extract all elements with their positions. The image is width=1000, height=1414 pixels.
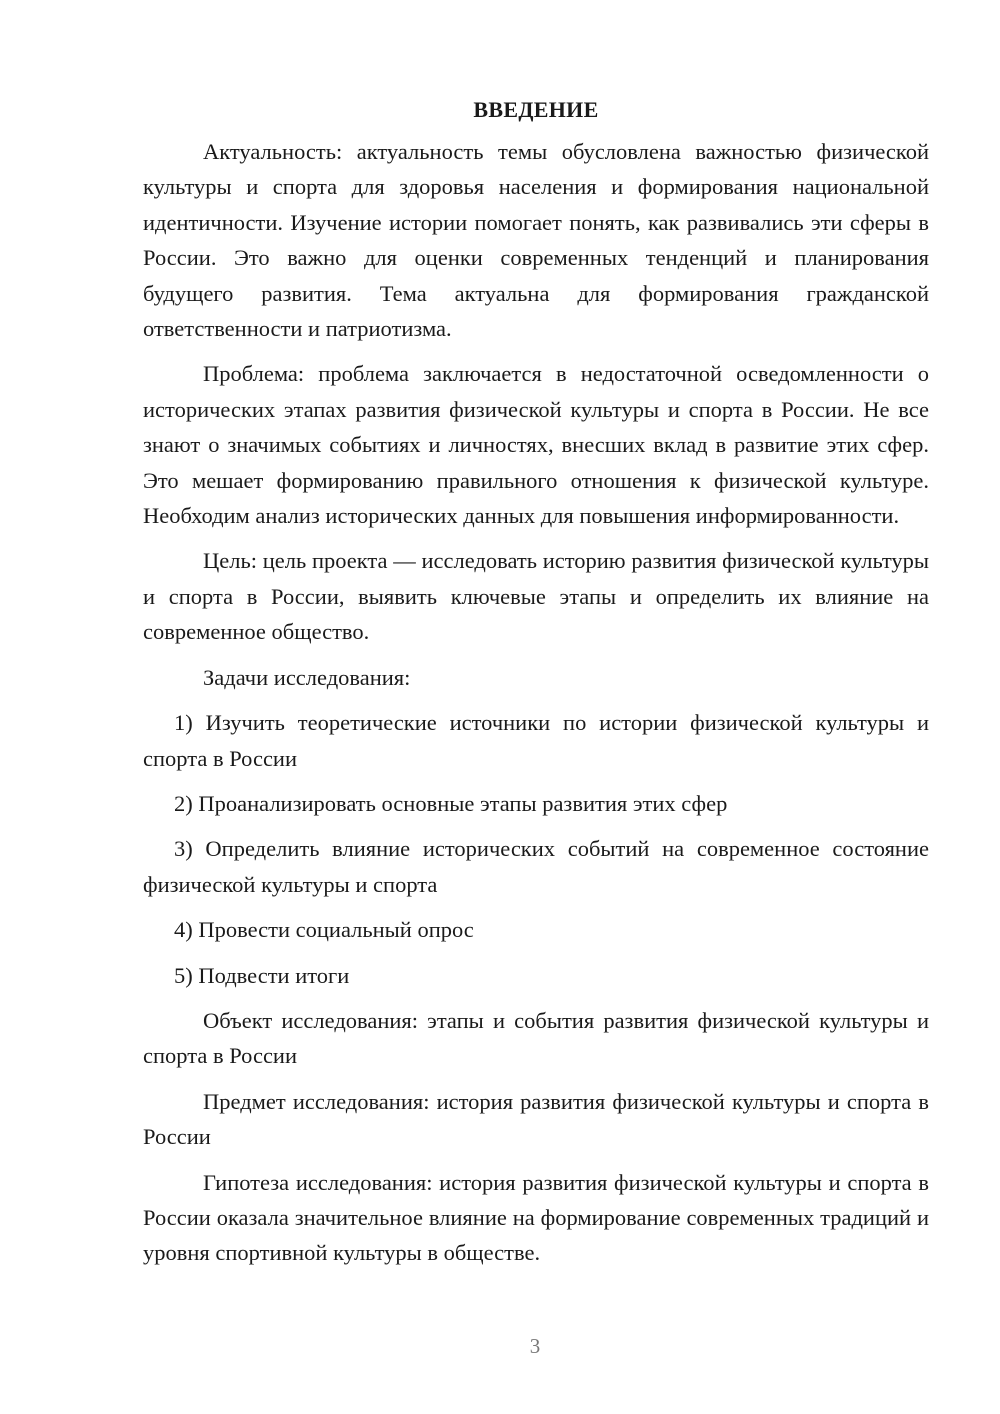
document-page <box>143 92 929 1271</box>
section-heading: ВВЕДЕНИЕ <box>473 97 599 122</box>
tasks-list <box>143 705 929 993</box>
task-item: 5) Подвести итоги <box>174 962 350 988</box>
subject-paragraph: Предмет исследования: история развития физической культуры и спорта в России <box>143 1088 929 1150</box>
relevance-paragraph: Актуальность: актуальность темы обусловлена важностью физической культуры и спорта для здоровья населения и формирования национальной идентичности. Изучение истории помогает понять, как развивались эти сферы в России. Это важно для оценки современных тенденций и планирования будущего развития. Тема актуальна для формирования гражданской ответственности и патриотизма. <box>143 139 929 342</box>
goal-paragraph: Цель: цель проекта — исследовать историю развития физической культуры и спорта в России, выявить ключевые этапы и определить их влияние на современное общество. <box>143 548 929 645</box>
object-paragraph: Объект исследования: этапы и события развития физической культуры и спорта в России <box>143 1007 929 1069</box>
page-number: 3 <box>529 1334 541 1358</box>
tasks-title: Задачи исследования: <box>203 664 411 690</box>
task-item: 2) Проанализировать основные этапы развития этих сфер <box>174 790 728 816</box>
hypothesis-paragraph: Гипотеза исследования: история развития физической культуры и спорта в России оказала значительное влияние на формирование современных традиций и уровня спортивной культуры в обществе. <box>143 1169 929 1266</box>
task-item: 3) Определить влияние исторических событий на современное состояние физической культуры и спорта <box>143 836 929 897</box>
problem-paragraph: Проблема: проблема заключается в недостаточной осведомленности о исторических этапах развития физической культуры и спорта в России. Не все знают о значимых событиях и личностях, внесших вклад в развитие этих сфер. Это мешает формированию правильного отношения к физической культуре. Необходим анализ исторических данных для повышения информированности. <box>143 361 929 529</box>
task-item: 4) Провести социальный опрос <box>174 917 474 943</box>
task-item: 1) Изучить теоретические источники по истории физической культуры и спорта в России <box>143 710 929 771</box>
